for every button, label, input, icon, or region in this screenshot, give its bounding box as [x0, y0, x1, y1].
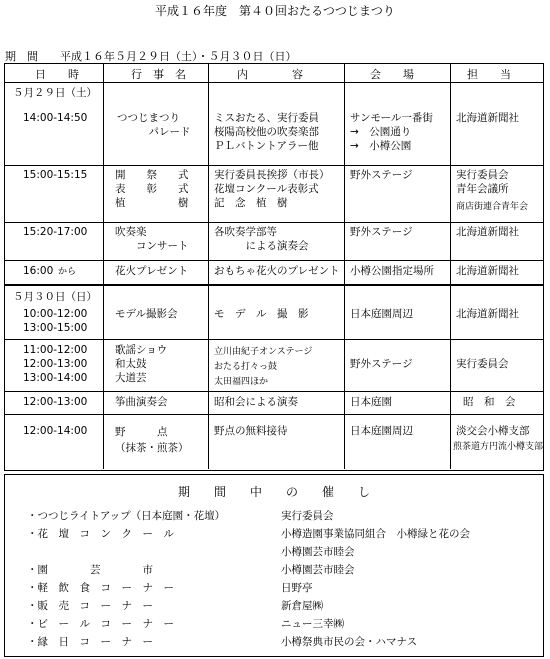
- row-charge: 北海道新聞社: [456, 226, 519, 238]
- row-time: 14:00-14:50: [23, 112, 88, 124]
- row-venue: 野外ステージ: [350, 358, 413, 370]
- row-divider: [5, 339, 543, 340]
- header-event: 行 事 名: [131, 68, 186, 81]
- event-organizer: 新倉屋㈱: [281, 600, 323, 612]
- row-event: 吹奏楽 コンサート: [115, 226, 189, 252]
- row-content: 各吹奏学部等 による演奏会: [214, 226, 309, 252]
- event-organizer: 小樽園芸市睦会: [281, 564, 355, 576]
- row-divider: [5, 414, 543, 415]
- event-organizer: 小樽祭典市民の会・ハマナス: [281, 636, 418, 648]
- row-time: 11:00-12:00 12:00-13:00 13:00-14:00: [23, 344, 88, 384]
- row-venue: サンモール一番街 → 公園通り → 小樽公園: [350, 112, 433, 152]
- row-charge-note: 煎茶道方円流小樽支部: [453, 442, 544, 452]
- column-divider: [344, 64, 345, 469]
- ongoing-events-box: [4, 474, 544, 657]
- row-charge: 実行委員会 青年会議所: [456, 169, 509, 195]
- row-charge: 淡交会小樽支部: [456, 425, 530, 437]
- row-event: モデル撮影会: [115, 308, 178, 320]
- row-event: 花火プレゼント: [115, 265, 189, 277]
- row-charge-note: 商店街連合青年会: [456, 202, 529, 212]
- row-divider: [5, 165, 543, 166]
- row-time-suffix: から: [58, 267, 77, 277]
- table-header-row: [5, 64, 543, 83]
- event-item: ・園 芸 市: [27, 564, 153, 576]
- row-content: 実行委員長挨拶（市長） 花壇コンクール表彰式 記 念 植 樹: [214, 169, 330, 209]
- event-organizer: 日野亭: [281, 582, 313, 594]
- row-venue: 小樽公園指定場所: [350, 265, 434, 277]
- column-divider: [450, 64, 451, 469]
- day-label: ５月２９日（土）: [13, 87, 97, 99]
- row-time: 15:00-15:15: [23, 169, 88, 181]
- row-time: 16:00: [23, 265, 54, 277]
- event-item: ・つつじライトアップ（日本庭園・花壇）: [27, 510, 226, 522]
- row-charge: 北海道新聞社: [456, 112, 519, 124]
- header-date: 日 時: [35, 68, 79, 81]
- row-time: 12:00-14:00: [23, 425, 88, 437]
- row-content: ミスおたる、実行委員 桜陽高校他の吹奏楽部 ＰＬバトントアラー他: [214, 112, 319, 152]
- day-divider: [5, 284, 543, 286]
- row-content: 野点の無料接待: [214, 425, 288, 437]
- row-venue: 日本庭園周辺: [350, 425, 413, 437]
- row-time: 10:00-12:00 13:00-15:00: [23, 308, 88, 334]
- event-item: ・販 売 コ ー ナ ー: [27, 600, 153, 612]
- row-charge: 昭 和 会: [463, 396, 516, 408]
- row-content: 昭和会による演奏: [214, 396, 298, 408]
- row-venue: 日本庭園: [350, 396, 392, 408]
- row-event: 筝曲演奏会: [115, 396, 168, 408]
- row-content: 立川由紀子オンステージ おたる打々っ鼓 太田福四ほか: [214, 347, 313, 387]
- row-time: 15:20-17:00: [23, 226, 88, 238]
- row-content: モ デ ル 撮 影: [214, 308, 309, 320]
- event-item: ・ビ ー ル コ ー ナ ー: [27, 618, 174, 630]
- row-event: 野 点 （抹茶・煎茶）: [115, 426, 189, 454]
- row-event: つつじまつり パレード: [117, 112, 191, 138]
- header-venue: 会 場: [370, 68, 414, 81]
- event-organizer: 小樽造園事業協同組合 小樽緑と花の会: [281, 528, 470, 540]
- document-title: 平成１６年度 第４０回おたるつつじまつり: [155, 4, 395, 18]
- row-time: 12:00-13:00: [23, 396, 88, 408]
- header-charge: 担 当: [467, 68, 511, 81]
- row-event: 開 祭 式 表 彰 式 植 樹: [115, 169, 189, 209]
- event-item: ・縁 日 コ ー ナ ー: [27, 636, 153, 648]
- row-charge: 北海道新聞社: [456, 265, 519, 277]
- event-organizer: ニュー三幸㈱: [281, 618, 344, 630]
- schedule-table: [4, 63, 544, 471]
- row-venue: 野外ステージ: [350, 169, 413, 181]
- row-divider: [5, 391, 543, 392]
- event-organizer: 小樽園芸市睦会: [281, 546, 355, 558]
- event-item: ・軽 飲 食 コ ー ナ ー: [27, 582, 174, 594]
- day-label: ５月３０日（日）: [13, 291, 97, 303]
- row-charge: 北海道新聞社: [456, 308, 519, 320]
- row-divider: [5, 260, 543, 261]
- row-venue: 日本庭園周辺: [350, 308, 413, 320]
- event-period: 期 間 平成１６年５月２９日（土）・５月３０日（日）: [5, 50, 297, 63]
- row-event: 歌謡ショウ 和太鼓 大道芸: [115, 344, 168, 384]
- header-content: 内 容: [237, 68, 303, 81]
- row-content: おもちゃ花火のプレゼント: [214, 265, 340, 277]
- row-charge: 実行委員会: [456, 358, 509, 370]
- row-venue: 野外ステージ: [350, 226, 413, 238]
- column-divider: [103, 64, 104, 469]
- event-organizer: 実行委員会: [281, 510, 334, 522]
- column-divider: [208, 64, 209, 469]
- row-divider: [5, 222, 543, 223]
- ongoing-events-title: 期 間 中 の 催 し: [177, 485, 370, 499]
- event-item: ・花 壇 コ ン ク ー ル: [27, 528, 174, 540]
